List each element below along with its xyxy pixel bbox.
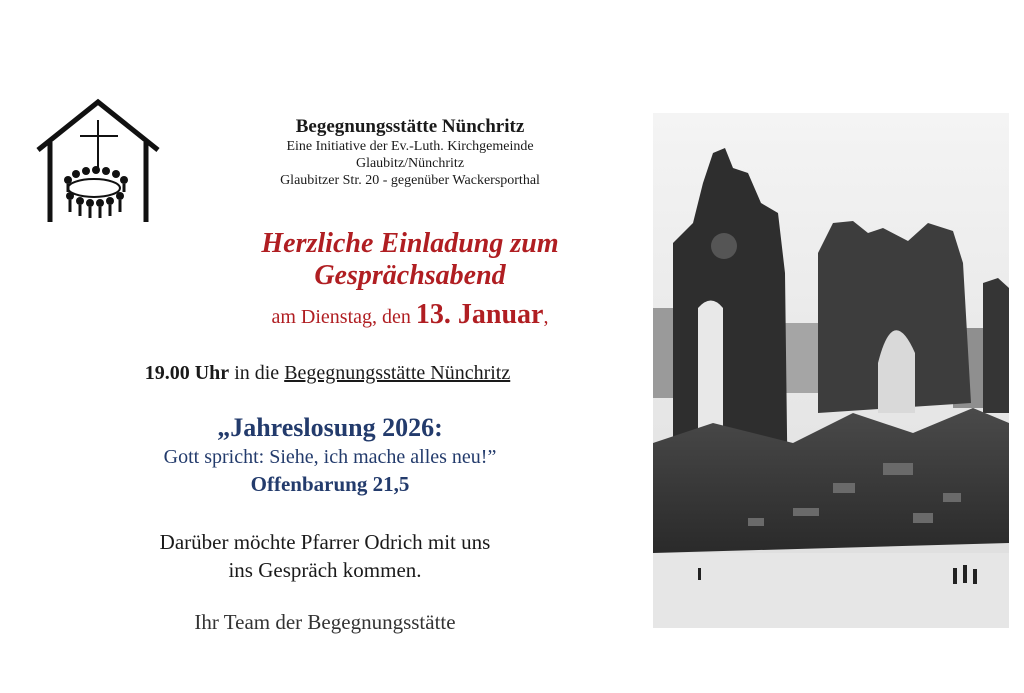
org-name: Begegnungsstätte Nünchritz: [295, 116, 525, 137]
house-logo-icon: [32, 92, 160, 232]
date-suffix: ,: [543, 306, 549, 328]
motto-title: „Jahreslosung 2026:: [217, 413, 443, 442]
invitation-title-line2: Gesprächsabend: [314, 260, 506, 291]
motto-reference: Offenbarung 21,5: [250, 472, 410, 496]
signature: Ihr Team der Begegnungsstätte: [194, 610, 456, 634]
body-line2: ins Gespräch kommen.: [228, 558, 422, 582]
body-line1: Darüber möchte Pfarrer Odrich mit uns: [159, 530, 491, 554]
body-text: [70, 528, 580, 584]
initiative-line: Eine Initiative der Ev.-Luth. Kirchgemeinde: [286, 139, 534, 154]
date-line: [180, 300, 640, 332]
motto-text: Gott spricht: Siehe, ich mache alles neu!”: [163, 446, 497, 468]
event-time: 19.00 Uhr: [144, 362, 230, 384]
church-ruin-photo: [653, 113, 1009, 628]
motto-block: [60, 412, 600, 498]
date-value: 13. Januar: [415, 299, 544, 330]
parish-line: Glaubitz/Nünchritz: [355, 156, 465, 171]
date-prefix: am Dienstag, den: [271, 306, 416, 328]
header-block: [200, 116, 620, 189]
time-connector: in die: [229, 362, 285, 384]
event-place: Begegnungsstätte Nünchritz: [284, 362, 511, 384]
address-line: Glaubitzer Str. 20 - gegenüber Wackersporthal: [280, 173, 540, 188]
invitation-block: [180, 228, 640, 332]
time-place-line: [40, 360, 615, 386]
invitation-title-line1: Herzliche Einladung zum: [261, 228, 559, 259]
